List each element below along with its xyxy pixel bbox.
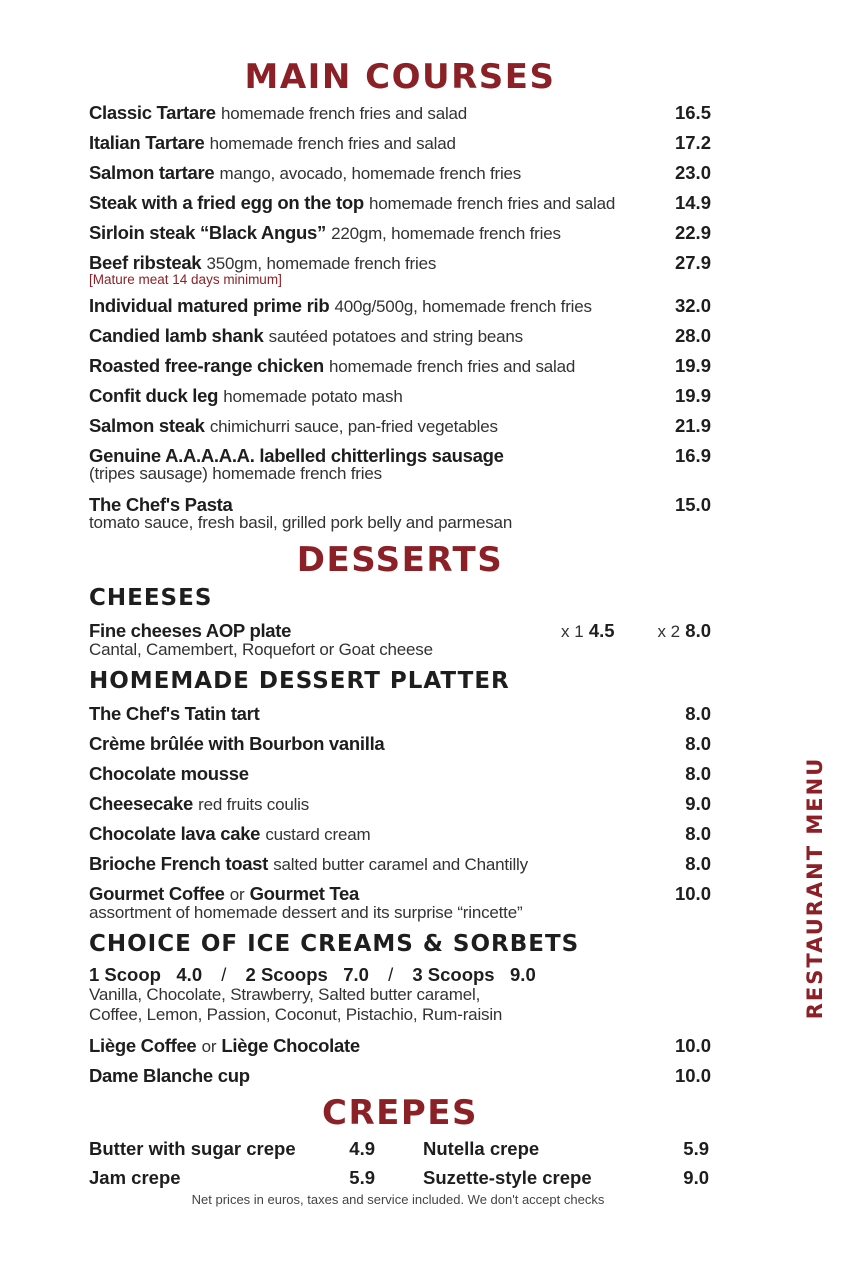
ice-flavors: Vanilla, Chocolate, Strawberry, Salted butter caramel, Coffee, Lemon, Passion, Coconut, Pistachio, Rum-raisin [89,985,503,1024]
menu-item: Confit duck leg homemade potato mash 19.9 [89,385,711,406]
main-courses-list [89,98,711,533]
item-description: (tripes sausage) homemade french fries [89,464,382,483]
main-courses-heading: MAIN COURSES [244,57,556,97]
menu-item: Roasted free-range chicken homemade french fries and salad 19.9 [89,355,711,376]
desserts-heading: DESSERTS [296,540,504,580]
menu-item: Steak with a fried egg on the top homemade french fries and salad 14.9 [89,192,711,213]
ice-cream-heading: CHOICE OF ICE CREAMS & SORBETS [89,931,580,957]
menu-item: Beef ribsteak 350gm, homemade french fries 27.9 [89,252,711,273]
item-description: tomato sauce, fresh basil, grilled pork belly and parmesan [89,513,513,532]
menu-item: Fine cheeses AOP plate x 1 4.5 x 2 8.0 [89,620,711,641]
scoop-prices: 1 Scoop 4.0 / 2 Scoops 7.0 / 3 Scoops 9.0 [89,964,536,985]
menu-item: Classic Tartare homemade french fries and salad 16.5 [89,102,711,123]
menu-item: Chocolate mousse 8.0 [89,763,711,784]
crepes-heading: CREPES [322,1093,478,1133]
menu-item: Brioche French toast salted butter caramel and Chantilly 8.0 [89,853,711,874]
menu-item: Salmon steak chimichurri sauce, pan-fried vegetables 21.9 [89,415,711,436]
cheeses-heading: CHEESES [89,585,213,611]
menu-item: Italian Tartare homemade french fries and salad 17.2 [89,132,711,153]
platter-heading: HOMEMADE DESSERT PLATTER [89,668,510,694]
menu-item: Candied lamb shank sautéed potatoes and string beans 28.0 [89,325,711,346]
item-description: Cantal, Camembert, Roquefort or Goat cheese [89,640,433,659]
menu-item: Liège Coffee or Liège Chocolate 10.0 [89,1035,711,1056]
menu-item: Chocolate lava cake custard cream 8.0 [89,823,711,844]
item-description: assortment of homemade dessert and its surprise “rincette” [89,903,523,922]
footer-note: Net prices in euros, taxes and service included. We don't accept checks [191,1192,605,1207]
menu-item: The Chef's Pasta 15.0 [89,494,711,515]
item-note: [Mature meat 14 days minimum] [89,272,282,287]
menu-item: Cheesecake red fruits coulis 9.0 [89,793,711,814]
menu-item: Nutella crepe 5.9 [423,1138,709,1159]
crepes-list [89,1134,711,1192]
menu-item: Salmon tartare mango, avocado, homemade french fries 23.0 [89,162,711,183]
menu-item: Suzette-style crepe 9.0 [423,1167,709,1188]
menu-item: Jam crepe 5.9 [89,1167,375,1188]
menu-item: The Chef's Tatin tart 8.0 [89,703,711,724]
menu-item: Individual matured prime rib 400g/500g, homemade french fries 32.0 [89,295,711,316]
menu-item: Genuine A.A.A.A.A. labelled chitterlings sausage 16.9 [89,445,711,466]
menu-item: Crème brûlée with Bourbon vanilla 8.0 [89,733,711,754]
menu-item: Sirloin steak “Black Angus” 220gm, homemade french fries 22.9 [89,222,711,243]
menu-page [89,57,711,1192]
menu-item: Dame Blanche cup 10.0 [89,1065,711,1086]
menu-item: Butter with sugar crepe 4.9 [89,1138,375,1159]
menu-item: Gourmet Coffee or Gourmet Tea 10.0 [89,883,711,904]
side-label: RESTAURANT MENU [803,756,827,1020]
